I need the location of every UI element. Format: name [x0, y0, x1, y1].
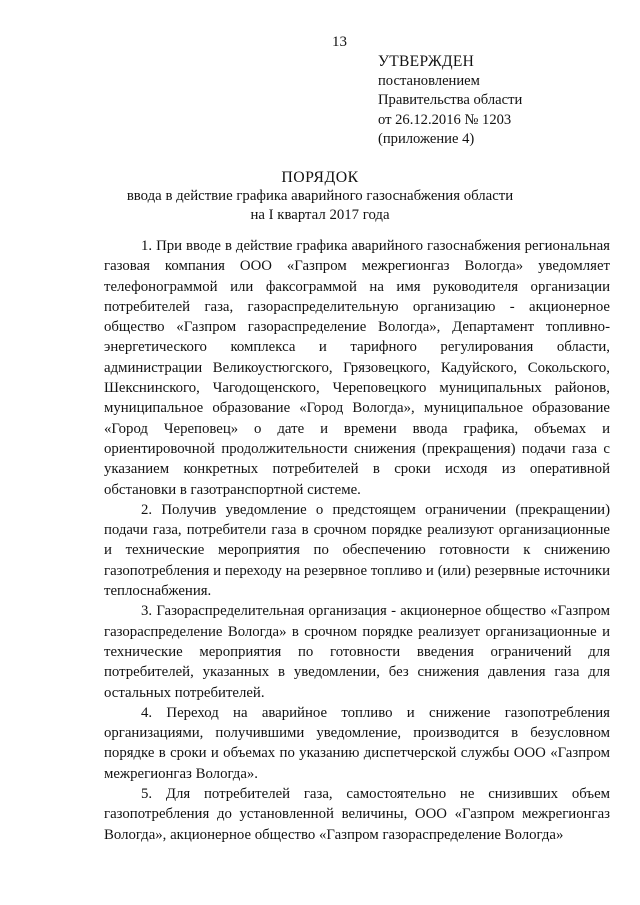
document-body: [104, 236, 610, 845]
approval-line: Правительства области: [378, 92, 523, 109]
document-subtitle: на I квартал 2017 года: [250, 207, 390, 223]
approval-line: постановлением: [378, 72, 480, 89]
approval-title: УТВЕРЖДЕН: [378, 53, 475, 70]
document-title: ПОРЯДОК: [281, 169, 359, 186]
document-subtitle: ввода в действие графика аварийного газоснабжения области: [126, 188, 514, 204]
paragraph-3: 3. Газораспределительная организация - акционерное общество «Газпром газораспределение Вологда» в срочном порядке реализует организационные и технические мероприятия по готовности введения ограничений для потребителей, указанных в уведомлении, без снижения давления газа для остальных потребителей.: [104, 603, 610, 701]
approval-line: от 26.12.2016 № 1203: [378, 111, 512, 128]
document-heading: [0, 168, 640, 225]
approval-line: (приложение 4): [378, 131, 475, 148]
page-number: 13: [332, 34, 347, 50]
approval-stamp: [378, 52, 522, 150]
paragraph-2: 2. Получив уведомление о предстоящем ограничении (прекращении) подачи газа, потребители газа в срочном порядке реализуют организационные и технические мероприятия по обеспечению готовности к снижению газопотребления и переходу на резервное топливо и (или) резервные источники теплоснабжения.: [104, 501, 610, 600]
paragraph-5: 5. Для потребителей газа, самостоятельно не снизивших объем газопотребления до установленной величины, ООО «Газпром межрегионгаз Вологда», акционерное общество «Газпром газораспределение Вологда»: [104, 786, 610, 843]
paragraph-1: 1. При вводе в действие графика аварийного газоснабжения региональная газовая компания ООО «Газпром межрегионгаз Вологда» уведомляет телефонограммой или факсограммой на имя руководителя организации потребителей газа, газораспределительную организацию - акционерное общество «Газпром газораспределение Вологда», Департамент топливно-энергетического комплекса и тарифного регулирования области, администрации Великоустюгского, Грязовецкого, Кадуйского, Сокольского, Шекснинского, Чагодощенского, Череповецкого муниципальных районов, муниципальное образование «Город Вологда», муниципальное образование «Город Череповец» о дате и времени ввода графика, объемах и ориентировочной продолжительности снижения (прекращения) подачи газа с указанием конкретных потребителей в сроки исходя из оперативной обстановки в газотранспортной системе.: [104, 238, 610, 498]
paragraph-4: 4. Переход на аварийное топливо и снижение газопотребления организациями, получившими уведомление, производится в безусловном порядке в сроки и объемах по указанию диспетчерской службы ООО «Газпром межрегионгаз Вологда».: [104, 704, 610, 782]
